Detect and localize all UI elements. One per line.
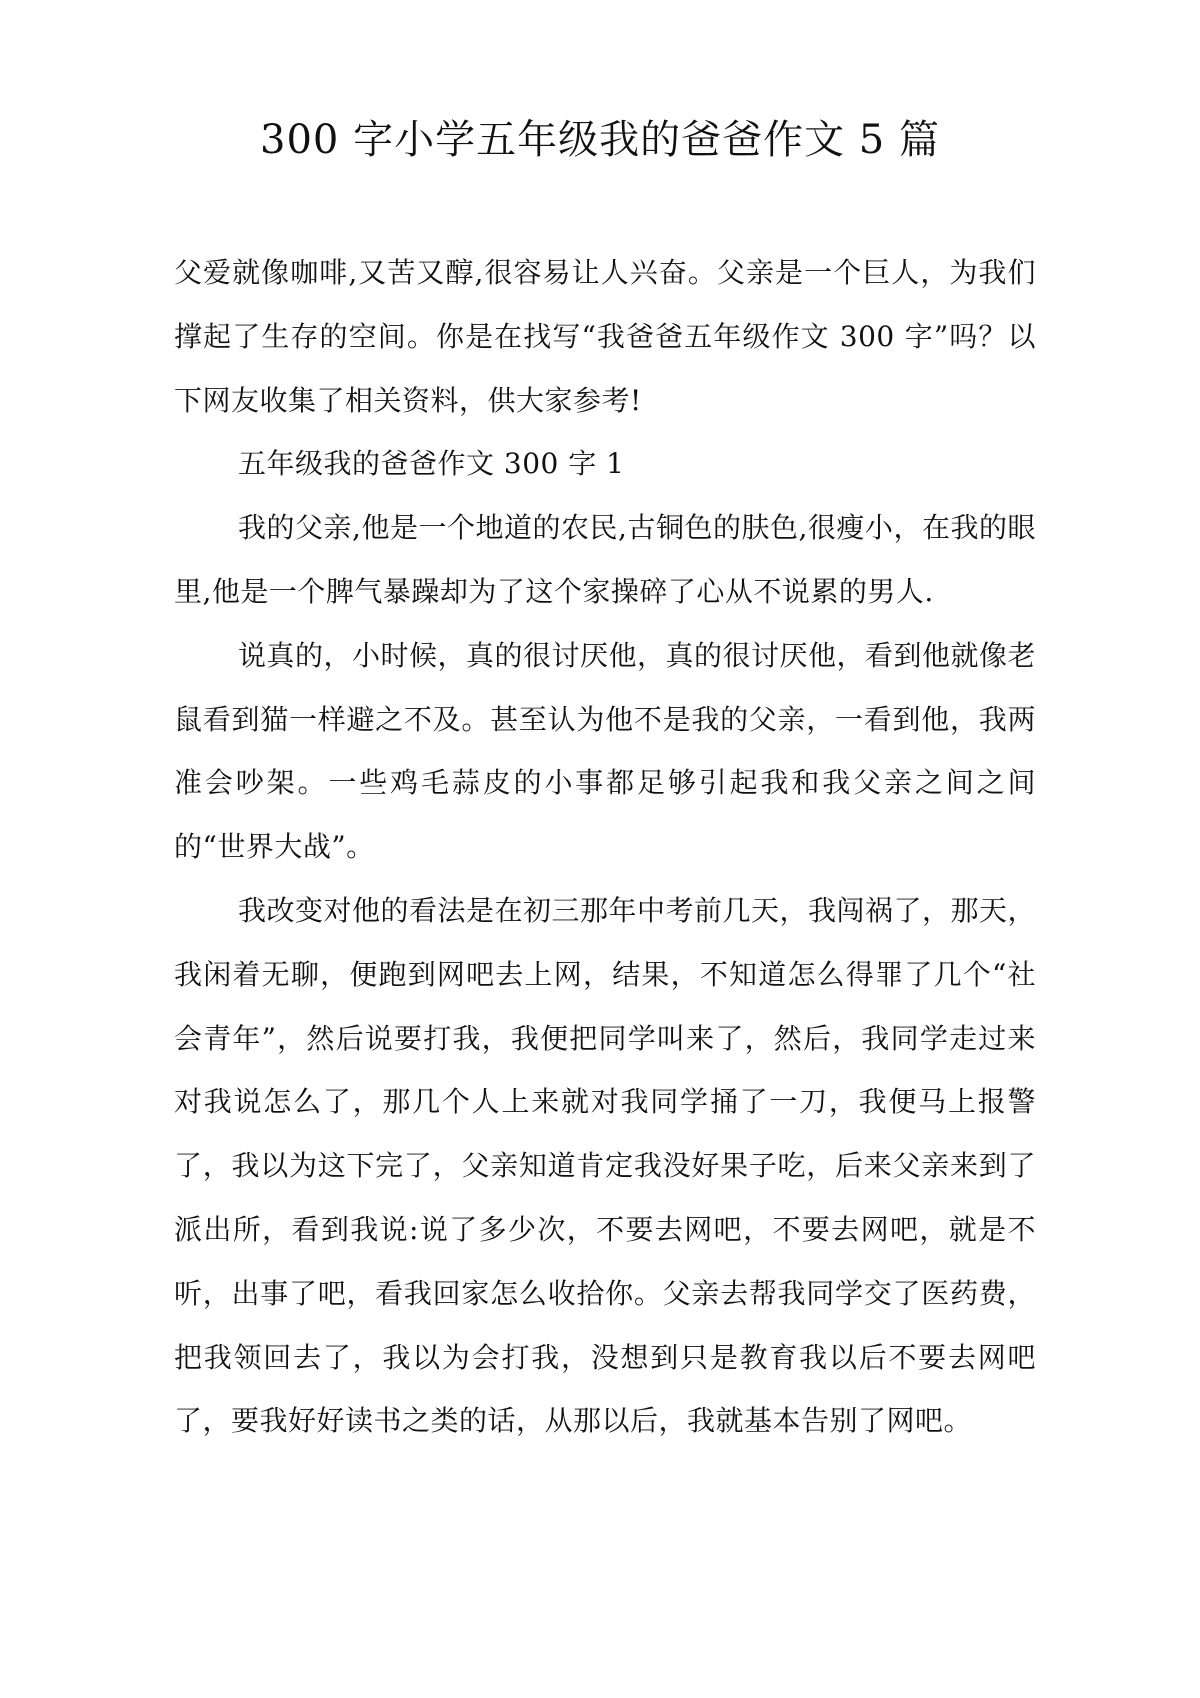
intro-paragraph: 父爱就像咖啡,又苦又醇,很容易让人兴奋。父亲是一个巨人，为我们撑起了生存的空间。你是在找写“我爸爸五年级作文 300 字”吗？以下网友收集了相关资料，供大家参考! xyxy=(174,256,1036,417)
document-title: 300 字小学五年级我的爸爸作文 5 篇 xyxy=(260,117,940,163)
paragraph-father-description: 我的父亲,他是一个地道的农民,古铜色的肤色,很瘦小，在我的眼里,他是一个脾气暴躁却为了这个家操碎了心从不说累的男人. xyxy=(174,511,1036,608)
paragraph-childhood: 说真的，小时候，真的很讨厌他，真的很讨厌他，看到他就像老鼠看到猫一样避之不及。甚至认为他不是我的父亲，一看到他，我两准会吵架。一些鸡毛蒜皮的小事都足够引起我和我父亲之间之间的“世界大战”。 xyxy=(174,638,1037,864)
paragraph-incident: 我改变对他的看法是在初三那年中考前几天，我闯祸了，那天，我闲着无聊，便跑到网吧去上网，结果，不知道怎么得罪了几个“社会青年”，然后说要打我，我便把同学叫来了，然后，我同学走过来对我说怎么了，那几个人上来就对我同学捅了一刀，我便马上报警了，我以为这下完了，父亲知道肯定我没好果子吃，后来父亲来到了派出所，看到我说:说了多少次，不要去网吧，不要去网吧，就是不听，出事了吧，看我回家怎么收拾你。父亲去帮我同学交了医药费，把我领回去了，我以为会打我，没想到只是教育我以后不要去网吧了，要我好好读书之类的话，从那以后，我就基本告别了网吧。 xyxy=(174,893,1037,1438)
section-heading: 五年级我的爸爸作文 300 字 1 xyxy=(238,447,625,481)
document-body xyxy=(174,241,1036,1453)
